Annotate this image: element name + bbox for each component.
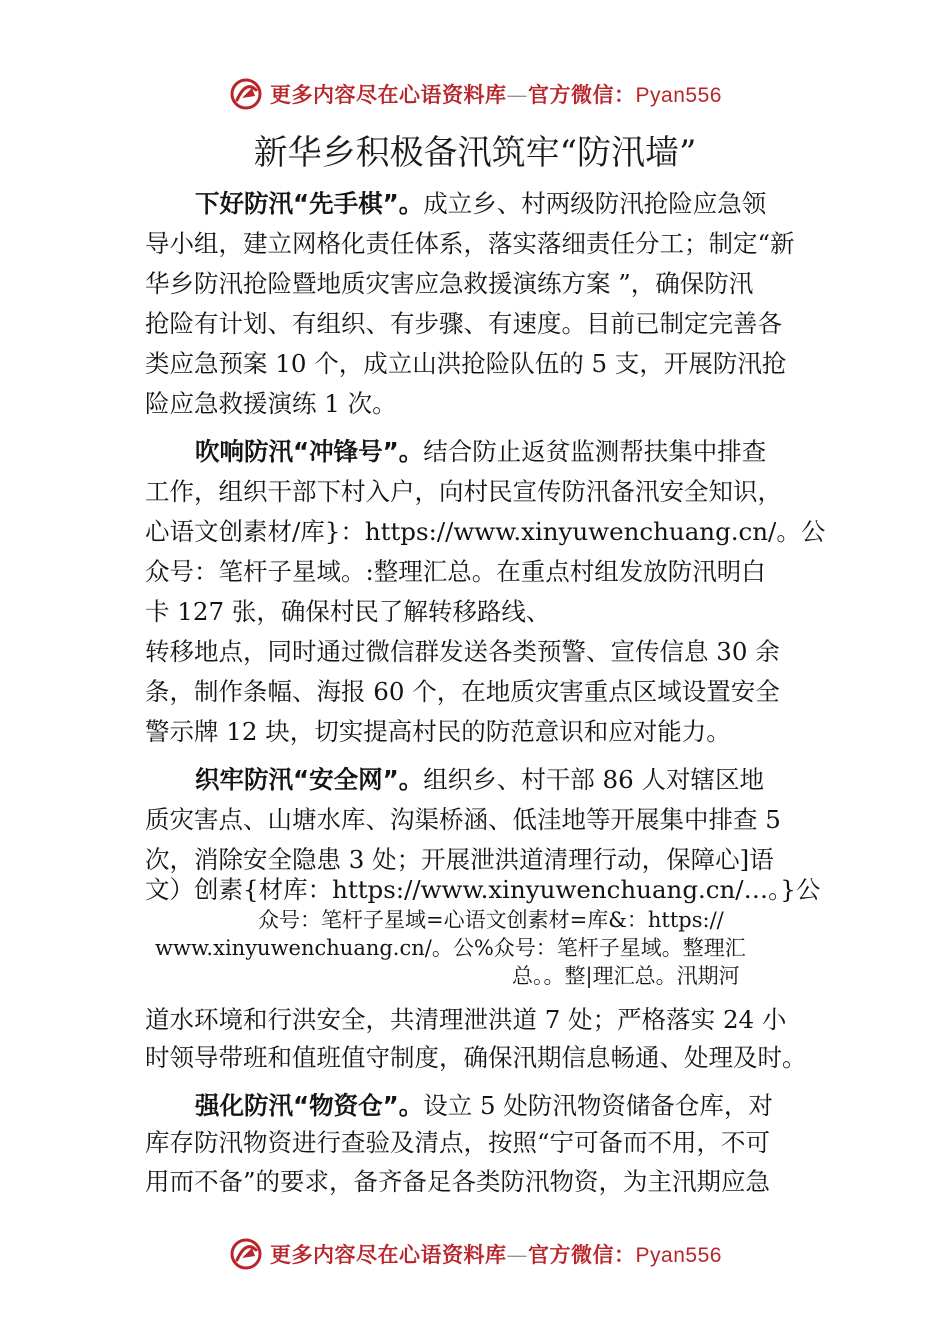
paragraph-1-line: 华乡防汛抢险暨地质灾害应急救援演练方案 ”，确保防汛 xyxy=(145,269,754,298)
banner-separator: — xyxy=(506,83,529,107)
paragraph-1-line: 类应急预案 10 个，成立山洪抢险队伍的 5 支，开展防汛抢 xyxy=(145,349,787,378)
paragraph-4-first-line xyxy=(195,1086,773,1126)
paragraph-1-first-line xyxy=(195,184,766,224)
header-banner xyxy=(0,72,950,116)
footer-banner xyxy=(0,1232,950,1276)
paragraph-2-line: 转移地点，同时通过微信群发送各类预警、宣传信息 30 余 xyxy=(145,637,780,666)
paragraph-4-line: 设立 5 处防汛物资储备仓库，对 xyxy=(423,1091,773,1120)
paragraph-2-line: 条，制作条幅、海报 60 个，在地质灾害重点区域设置安全 xyxy=(145,677,780,706)
page-title: 新华乡积极备汛筑牢“防汛墙” xyxy=(253,133,697,173)
paragraph-3-line: 组织乡、村干部 86 人对辖区地 xyxy=(423,765,764,794)
paragraph-3-line: 时领导带班和值班值守制度，确保汛期信息畅通、处理及时。 xyxy=(145,1043,807,1072)
paragraph-2-line: 卡 127 张，确保村民了解转移路线、 xyxy=(145,597,551,626)
paragraph-2-lead: 吹响防汛“冲锋号”。 xyxy=(195,437,424,466)
logo-icon xyxy=(228,76,264,112)
banner-label: 官方微信： xyxy=(528,1242,636,1267)
paragraph-1-lead: 下好防汛“先手棋”。 xyxy=(195,189,424,218)
paragraph-2-line: 警示牌 12 块，切实提高村民的防范意识和应对能力。 xyxy=(145,717,731,746)
paragraph-2-first-line xyxy=(195,432,766,472)
paragraph-2-line: 众号：笔杆子星域。:整理汇总。在重点村组发放防汛明白 xyxy=(145,557,766,586)
paragraph-1-line: 抢险有计划、有组织、有步骤、有速度。目前已制定完善各 xyxy=(145,309,782,338)
paragraph-4-lead: 强化防汛“物资仓”。 xyxy=(195,1091,424,1120)
paragraph-2-line: 心语文创素材/库}：https://www.xinyuwenchuang.cn/。公 xyxy=(145,517,826,546)
banner-label: 官方微信： xyxy=(528,82,636,107)
paragraph-3-first-line xyxy=(195,760,764,800)
paragraph-4-line: 库存防汛物资进行查验及清点，按照“宁可备而不用，不可 xyxy=(145,1128,771,1157)
banner-text xyxy=(270,79,722,109)
paragraph-2-line: 工作，组织干部下村入户，向村民宣传防汛备汛安全知识， xyxy=(145,477,782,506)
paragraph-3-line: 次，消除安全隐患 3 处；开展泄洪道清理行动，保障心]语 xyxy=(145,845,774,874)
paragraph-3-line: 文）创素{材库：https://www.xinyuwenchuang.cn/…。}公 xyxy=(145,875,821,904)
banner-wechat-id: Pyan556 xyxy=(635,1244,722,1267)
paragraph-4-line: 用而不备”的要求，备齐备足各类防汛物资，为主汛期应急 xyxy=(145,1167,771,1196)
paragraph-1-line: 险应急救援演练 1 次。 xyxy=(145,389,397,418)
paragraph-3-line: 道水环境和行洪安全，共清理泄洪道 7 处；严格落实 24 小 xyxy=(145,1005,787,1034)
banner-text xyxy=(270,1239,722,1269)
banner-wechat-id: Pyan556 xyxy=(635,84,722,107)
paragraph-3-small-line: 总。。整|理汇总。汛期河 xyxy=(512,964,740,988)
paragraph-3-line: 质灾害点、山塘水库、沟渠桥涵、低洼地等开展集中排查 5 xyxy=(145,805,781,834)
paragraph-2-line: 结合防止返贫监测帮扶集中排查 xyxy=(423,437,767,466)
logo-icon xyxy=(228,1236,264,1272)
paragraph-3-small-line: www.xinyuwenchuang.cn/。公%众号：笔杆子星域。整理汇 xyxy=(155,936,746,960)
paragraph-3-small-line: 众号：笔杆子星域=心语文创素材=库&：https:// xyxy=(258,908,724,932)
paragraph-3-lead: 织牢防汛“安全网”。 xyxy=(195,765,424,794)
paragraph-1-line: 成立乡、村两级防汛抢险应急领 xyxy=(423,189,767,218)
banner-main-text: 更多内容尽在心语资料库 xyxy=(270,82,507,107)
banner-separator: — xyxy=(506,1243,529,1267)
banner-main-text: 更多内容尽在心语资料库 xyxy=(270,1242,507,1267)
paragraph-1-line: 导小组，建立网格化责任体系，落实落细责任分工；制定“新 xyxy=(145,229,795,258)
